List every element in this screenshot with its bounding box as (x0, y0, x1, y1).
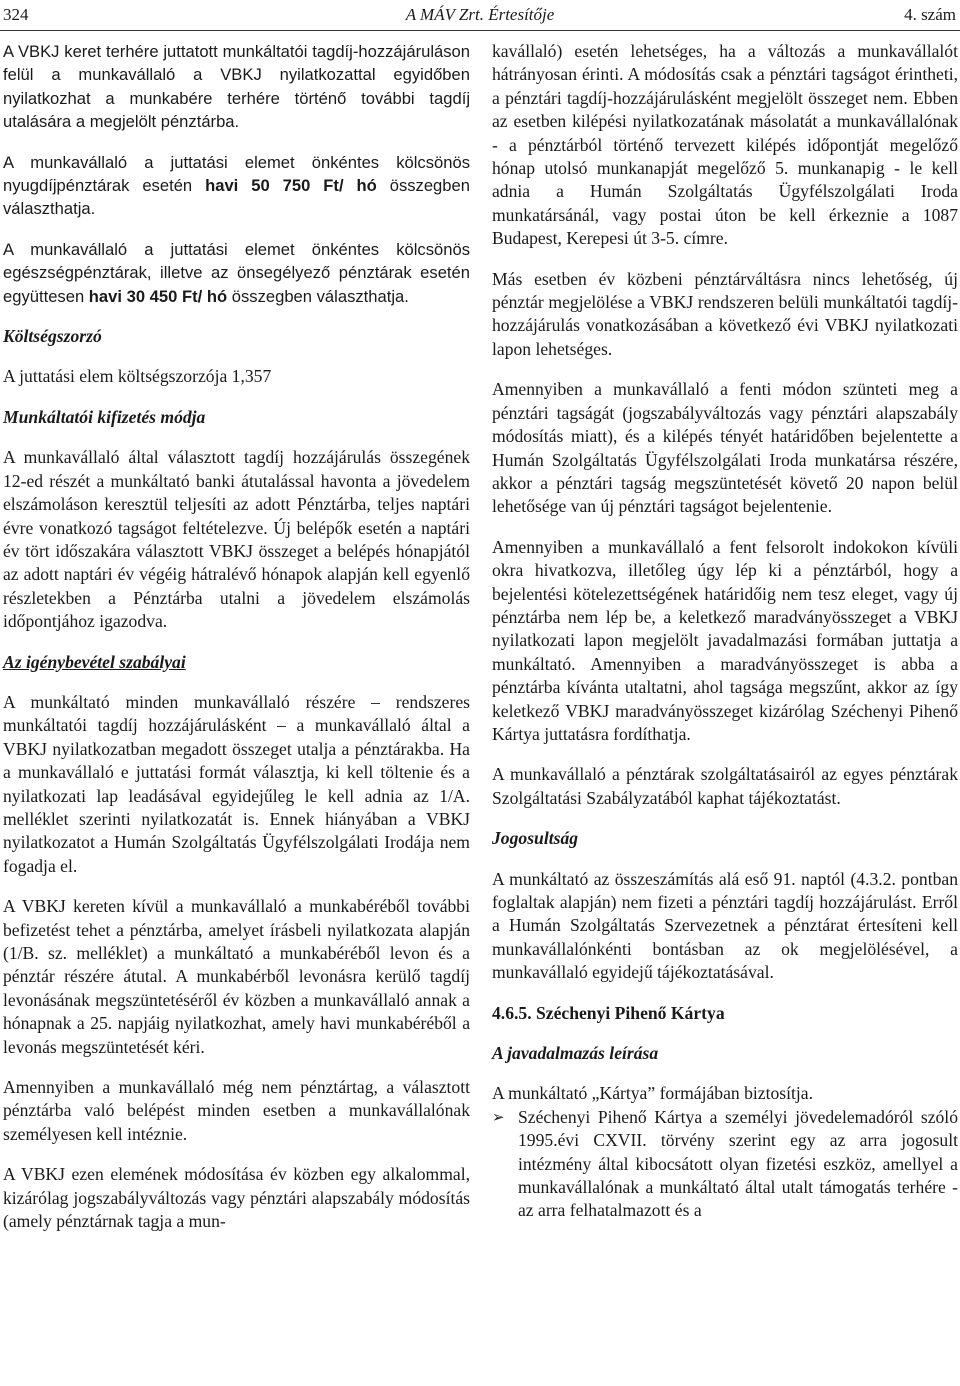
paragraph-benefit-description: A munkáltató „Kártya” formájában biztosítja. (492, 1083, 813, 1104)
paragraph-extra-contribution: A VBKJ keret terhére juttatott munkáltatói tagdíj-hozzájáruláson felül a munkavállaló a VBKJ nyilatkozattal egyidőben nyilatkozhat a munkabére terhére történő további tagdíj utalására a megjelölt pénztárba. (3, 42, 470, 132)
paragraph-eligibility: A munkáltató az összeszámítás alá eső 91. naptól (4.3.2. pontban foglaltak alapján) nem fizeti a pénztári tagdíj hozzájárulást. Erről a Humán Szolgáltatás Szervezetnek a pénztárat értesíteni kell munkavállalónkénti bontásban az ok megjelölésével, a munkavállaló egyidejű tájékoztatásával. (492, 868, 958, 983)
heading-eligibility: Jogosultság (492, 828, 579, 849)
header-rule (0, 30, 960, 31)
paragraph-modification: kavállaló) esetén lehetséges, ha a változás a munkavállalót hátrányosan érinti. A módosítás csak a pénztári tagságot érintheti, a pénztári tagdíj-hozzájárulásként megjelölt összeget nem. Ebben az esetben kilépési nyilatkozatának másolatát a munkavállalónak - a pénztárból történő tervezett kilépés időpontját megelőző hónap utolsó munkanapját megelőző 5. munkanapig - le kell adnia a Humán Szolgáltatás Ügyfélszolgálati Iroda munkatársánál, vagy postai úton be kell érkeznie a 1087 Budapest, Kerepesi út 3-5. címre. (492, 41, 958, 249)
bullet-text: Széchenyi Pihenő Kártya a személyi jövedelemadóról szóló 1995.évi CXVII. törvény szerint egy az arra jogosult intézmény által kibocsátott olyan fizetési eszköz, amellyel a munkavállalónak a munkáltató által utalt támogatás terhére - az arra felhatalmazott és a (518, 1106, 958, 1221)
heading-cost-multiplier: Költségszorzó (3, 326, 102, 347)
page-header (0, 4, 960, 30)
heading-section-szep-card: 4.6.5. Széchenyi Pihenő Kártya (492, 1002, 725, 1023)
right-column (492, 40, 958, 1223)
paragraph-usage-rules-4: A VBKJ ezen elemének módosítása év közben egy alkalommal, kizárólag jogszabályváltozás vagy pénztári alapszabály módosítás (amely pénztárnak tagja a mun- (3, 1164, 470, 1232)
text-segment: A munkavállaló a juttatási elemet önkéntes kölcsönös egészségpénztárak, illetve az önsegélyező pénztárak esetén együttesen (3, 239, 470, 306)
pension-amount: havi 50 750 Ft/ hó (205, 176, 377, 196)
paragraph-usage-rules-1: A munkáltató minden munkavállaló részére – rendszeres munkáltatói tagdíj hozzájárulásként – a munkavállaló által a VBKJ nyilatkozatban megadott összeget utalja a pénztárakba. Ha a munkavállaló e juttatási formát választja, ki kell töltenie és a nyilatkozati lap leadásával egyidejűleg le kell adnia az 1/A. melléklet szerinti nyilatkozatát is. Ennek hiányában a VBKJ nyilatkozatot a Humán Szolgáltatás Ügyfélszolgálati Irodája nem fogadja el. (3, 691, 470, 876)
paragraph-cost-multiplier: A juttatási elem költségszorzója 1,357 (3, 366, 272, 387)
paragraph-pension-fund-amount (3, 151, 470, 221)
paragraph-usage-rules-3: Amennyiben a munkavállaló még nem pénztártag, a választott pénztárba való belépést minden esetben a munkavállalónak személyesen kell intéznie. (3, 1077, 470, 1144)
paragraph-health-fund-amount (3, 238, 470, 308)
issue-number: 4. szám (904, 5, 956, 24)
paragraph-new-membership: Amennyiben a munkavállaló a fenti módon szünteti meg a pénztári tagságát (jogszabályváltozás vagy pénztári alapszabály módosítás miatt), és a kilépés tényét határidőben bejelentette a Humán Szolgáltatás Ügyfélszolgálati Iroda munkatársa részére, akkor a pénztári tagság megszüntetését követő 20 napon belül lehetősége van új pénztári tagságot bejelentenie. (492, 379, 958, 517)
heading-benefit-description: A javadalmazás leírása (492, 1043, 659, 1064)
paragraph-usage-rules-2: A VBKJ kereten kívül a munkavállaló a munkabéréből további befizetést tehet a pénztárba, amelyet írásbeli nyilatkozata alapján (1/B. sz. melléklet) a munkáltató a munkabéréből levon és a pénztár részére átutal. A munkabérből levonásra kerülő tagdíj levonásának megszüntetéséről év közben a munkavállaló annak a hónapnak a 25. napjáig nyilatkozhat, amely havi munkabéréből a levonás megszüntetését kéri. (3, 896, 470, 1057)
paragraph-employer-payment: A munkavállaló által választott tagdíj hozzájárulás összegének 12-ed részét a munkáltató banki átutalással havonta a jövedelem elszámoláson keresztül teljesíti az adott Pénztárba, teljes naptári évre vonatkozó tagságot feltételezve. Új belépők esetén a naptári év tört időszakára választott VBKJ összeget a belépés hónapjától az adott naptári év végéig hátralévő hónapok alapján kell egyenlő részletekben a Pénztárba utalni a jövedelem elszámolás időpontjához igazodva. (3, 447, 470, 632)
left-column (3, 40, 470, 1250)
heading-usage-rules: Az igénybevétel szabályai (3, 651, 186, 672)
text-segment: összegben választhatja. (227, 286, 409, 306)
paragraph-fund-change: Más esetben év közbeni pénztárváltásra nincs lehetőség, új pénztár megjelölése a VBKJ rendszeren belüli munkáltatói tagdíj-hozzájárulás vonatkozásában a következő évi VBKJ nyilatkozati lapon lehetséges. (492, 268, 958, 359)
bullet-item (492, 1106, 958, 1223)
page-number: 324 (3, 5, 29, 24)
paragraph-residual-amount: Amennyiben a munkavállaló a fent felsorolt indokokon kívüli okra hivatkozva, illetőleg úgy lép ki a pénztárból, hogy a bejelentési kötelezettségének határidőig nem tesz eleget, vagy új pénztárba nem lép be, a keletkező maradványösszeget a VBKJ nyilatkozati lapon megjelölt javadalmazási formában juttatja a munkáltató. Amennyiben a maradványösszeget is abba a pénztárba kívánta utaltatni, ahol tagsága megszűnt, akkor az így keletkező VBKJ maradványösszeget kizárólag Széchenyi Pihenő Kártya juttatásra fordíthatja. (492, 536, 958, 744)
arrow-bullet-icon: ➢ (492, 1107, 505, 1126)
health-amount: havi 30 450 Ft/ hó (88, 286, 228, 306)
text-segment: összegben választhatja. (3, 176, 470, 219)
paragraph-fund-services: A munkavállaló a pénztárak szolgáltatásairól az egyes pénztárak Szolgáltatási Szabályzatából kaphat tájékoztatást. (492, 764, 958, 808)
heading-employer-payment: Munkáltatói kifizetés módja (3, 406, 206, 427)
text-segment: A munkavállaló a juttatási elemet önkéntes kölcsönös nyugdíjpénztárak esetén (3, 152, 470, 196)
journal-title: A MÁV Zrt. Értesítője (405, 5, 555, 24)
